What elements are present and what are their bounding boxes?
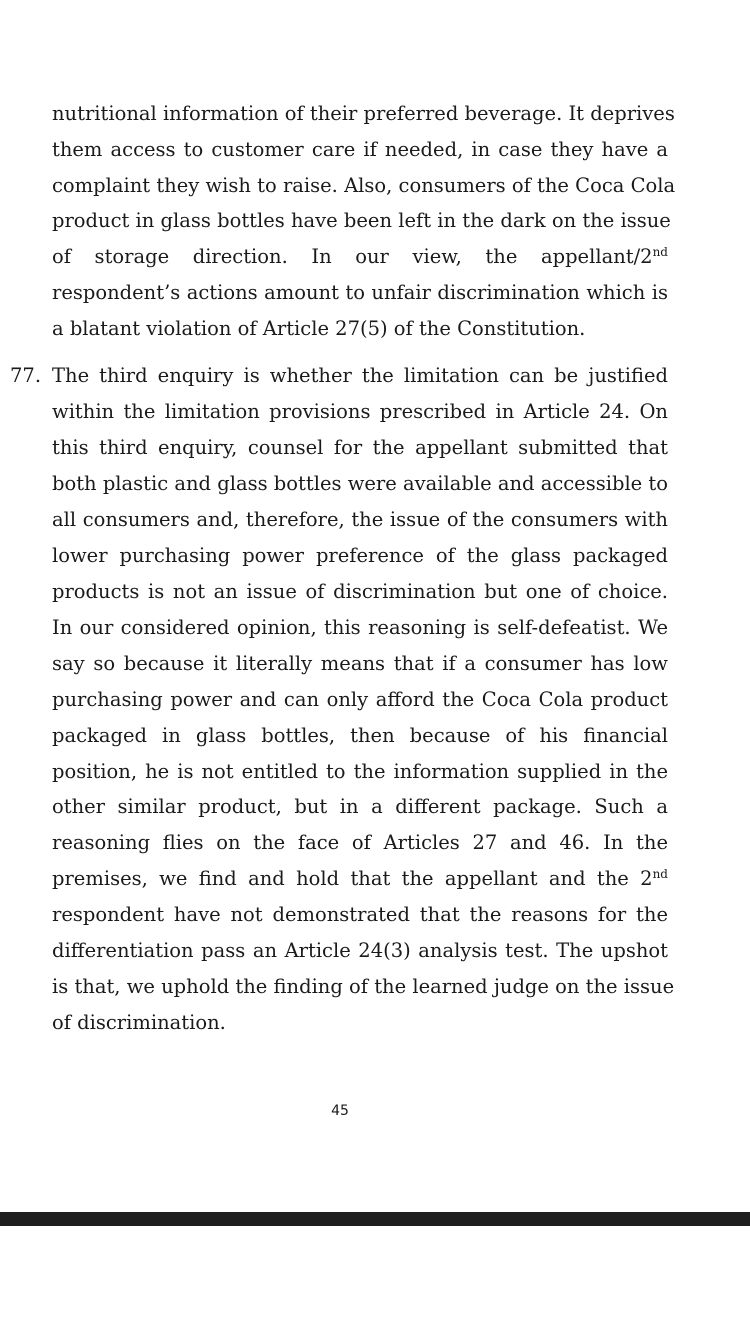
text-line: all consumers and, therefore, the issue of the consumers with [52, 508, 668, 531]
text-line: purchasing power and can only afford the Coca Cola product [52, 688, 668, 711]
blank-area [0, 1226, 750, 1334]
text-line: them access to customer care if needed, in case they have a [52, 138, 668, 161]
text-line: complaint they wish to raise. Also, consumers of the Coca Cola [52, 174, 676, 197]
superscript-nd: nd [652, 245, 668, 259]
text-line [52, 867, 668, 891]
paragraph-number: 77. [10, 364, 42, 387]
text-line: position, he is not entitled to the information supplied in the [52, 760, 668, 783]
superscript-nd: nd [652, 867, 668, 881]
text-line: respondent’s actions amount to unfair discrimination which is [52, 281, 668, 304]
text-line: In our considered opinion, this reasoning is self-defeatist. We [52, 616, 668, 639]
text-line: packaged in glass bottles, then because of his financial [52, 724, 668, 747]
text-line: of discrimination. [52, 1011, 226, 1034]
text-line: products is not an issue of discrimination but one of choice. [52, 580, 668, 603]
text-line: nutritional information of their preferred beverage. It deprives [52, 102, 675, 125]
text-line: a blatant violation of Article 27(5) of the Constitution. [52, 317, 586, 340]
text-line: differentiation pass an Article 24(3) analysis test. The upshot [52, 939, 668, 962]
text-line: within the limitation provisions prescribed in Article 24. On [52, 400, 668, 423]
text-line: reasoning flies on the face of Articles 27 and 46. In the [52, 831, 668, 854]
text-line-content: of storage direction. In our view, the appellant/2 [52, 245, 653, 268]
text-line-content: premises, we find and hold that the appellant and the 2 [52, 867, 653, 890]
text-line: say so because it literally means that if a consumer has low [52, 652, 668, 675]
text-line: is that, we uphold the finding of the learned judge on the issue [52, 975, 675, 998]
text-line: lower purchasing power preference of the glass packaged [52, 544, 668, 567]
text-line: this third enquiry, counsel for the appellant submitted that [52, 436, 668, 459]
text-line: respondent have not demonstrated that the reasons for the [52, 903, 668, 926]
page-separator-bar [0, 1212, 750, 1226]
text-line: product in glass bottles have been left in the dark on the issue [52, 209, 671, 232]
text-line [52, 245, 668, 269]
text-line: The third enquiry is whether the limitation can be justified [52, 364, 668, 387]
text-line: both plastic and glass bottles were available and accessible to [52, 472, 668, 495]
text-line: other similar product, but in a different package. Such a [52, 795, 668, 818]
page-number: 45 [331, 1103, 349, 1119]
